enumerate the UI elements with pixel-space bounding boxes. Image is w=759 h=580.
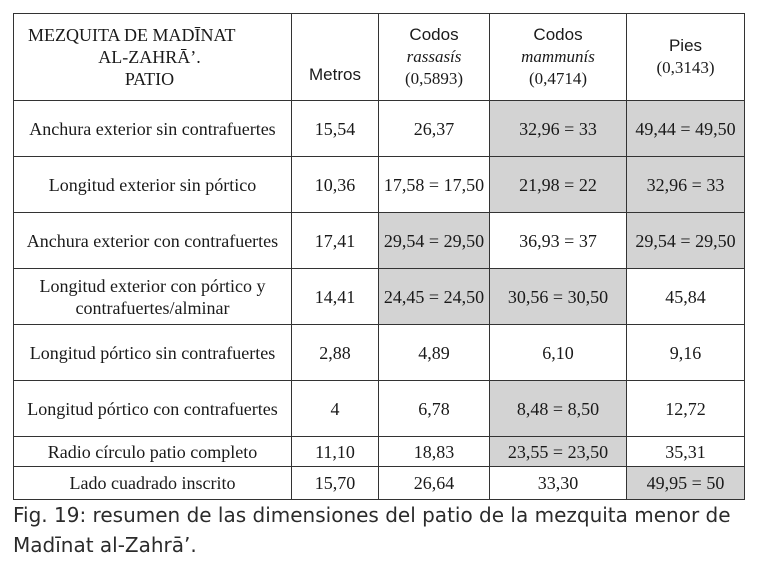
- table-header-row: [14, 14, 745, 101]
- cell-metros: 14,41: [292, 269, 379, 325]
- cell-metros: 15,70: [292, 467, 379, 500]
- cell-codos-mammunis: 6,10: [490, 325, 627, 381]
- cell-metros: 2,88: [292, 325, 379, 381]
- dimensions-table-container: [13, 13, 744, 500]
- row-label: Radio círculo patio completo: [14, 437, 292, 467]
- cell-metros: 4: [292, 381, 379, 437]
- header-col2-title: Codos: [409, 25, 459, 44]
- cell-codos-mammunis: 21,98 = 22: [490, 157, 627, 213]
- table-row: [14, 101, 745, 157]
- row-label: Longitud exterior sin pórtico: [14, 157, 292, 213]
- row-label: Longitud pórtico con contrafuertes: [14, 381, 292, 437]
- figure-caption: Fig. 19: resumen de las dimensiones del patio de la mezquita menor de Madīnat al-Zahrā’.: [13, 503, 731, 557]
- header-col4-value: (0,3143): [656, 58, 715, 77]
- header-col3-title: Codos: [533, 25, 583, 44]
- cell-pies: 49,44 = 49,50: [627, 101, 745, 157]
- cell-metros: 11,10: [292, 437, 379, 467]
- cell-codos-mammunis: 8,48 = 8,50: [490, 381, 627, 437]
- cell-pies: 49,95 = 50: [627, 467, 745, 500]
- header-codos-mammunis: [490, 14, 627, 101]
- header-codos-rassasis: [379, 14, 490, 101]
- table-row: [14, 213, 745, 269]
- row-label: Anchura exterior con contrafuertes: [14, 213, 292, 269]
- cell-pies: 9,16: [627, 325, 745, 381]
- table-row: [14, 467, 745, 500]
- cell-codos-rassasis: 26,37: [379, 101, 490, 157]
- cell-metros: 17,41: [292, 213, 379, 269]
- cell-metros: 10,36: [292, 157, 379, 213]
- cell-codos-rassasis: 4,89: [379, 325, 490, 381]
- cell-metros: 15,54: [292, 101, 379, 157]
- header-main-line2: AL-ZAHRĀ’.: [98, 47, 201, 67]
- cell-codos-mammunis: 32,96 = 33: [490, 101, 627, 157]
- cell-codos-mammunis: 30,56 = 30,50: [490, 269, 627, 325]
- table-row: [14, 381, 745, 437]
- cell-codos-rassasis: 24,45 = 24,50: [379, 269, 490, 325]
- header-col3-sub: mammunís: [521, 47, 595, 66]
- table-row: [14, 157, 745, 213]
- header-main-line1: MEZQUITA DE MADĪNAT: [28, 25, 236, 45]
- cell-pies: 35,31: [627, 437, 745, 467]
- row-label: Lado cuadrado inscrito: [14, 467, 292, 500]
- header-pies: [627, 14, 745, 101]
- header-main-line3: PATIO: [124, 69, 175, 89]
- table-row: [14, 269, 745, 325]
- table-row: [14, 437, 745, 467]
- cell-codos-rassasis: 17,58 = 17,50: [379, 157, 490, 213]
- header-metros: Metros: [292, 14, 379, 101]
- cell-codos-rassasis: 18,83: [379, 437, 490, 467]
- dimensions-table: [13, 13, 745, 500]
- cell-pies: 12,72: [627, 381, 745, 437]
- row-label: Longitud pórtico sin contrafuertes: [14, 325, 292, 381]
- row-label: Anchura exterior sin contrafuertes: [14, 101, 292, 157]
- header-mosque-patio: [14, 14, 292, 101]
- header-col4-title: Pies: [668, 36, 703, 55]
- cell-codos-mammunis: 33,30: [490, 467, 627, 500]
- cell-pies: 45,84: [627, 269, 745, 325]
- cell-codos-rassasis: 29,54 = 29,50: [379, 213, 490, 269]
- header-col3-value: (0,4714): [528, 69, 588, 88]
- cell-codos-rassasis: 26,64: [379, 467, 490, 500]
- row-label: Longitud exterior con pórtico y contrafuertes/alminar: [14, 269, 292, 325]
- header-col2-value: (0,5893): [404, 69, 464, 88]
- cell-codos-mammunis: 23,55 = 23,50: [490, 437, 627, 467]
- cell-pies: 29,54 = 29,50: [627, 213, 745, 269]
- header-col2-sub: rassasís: [406, 47, 462, 66]
- cell-codos-rassasis: 6,78: [379, 381, 490, 437]
- table-row: [14, 325, 745, 381]
- cell-codos-mammunis: 36,93 = 37: [490, 213, 627, 269]
- cell-pies: 32,96 = 33: [627, 157, 745, 213]
